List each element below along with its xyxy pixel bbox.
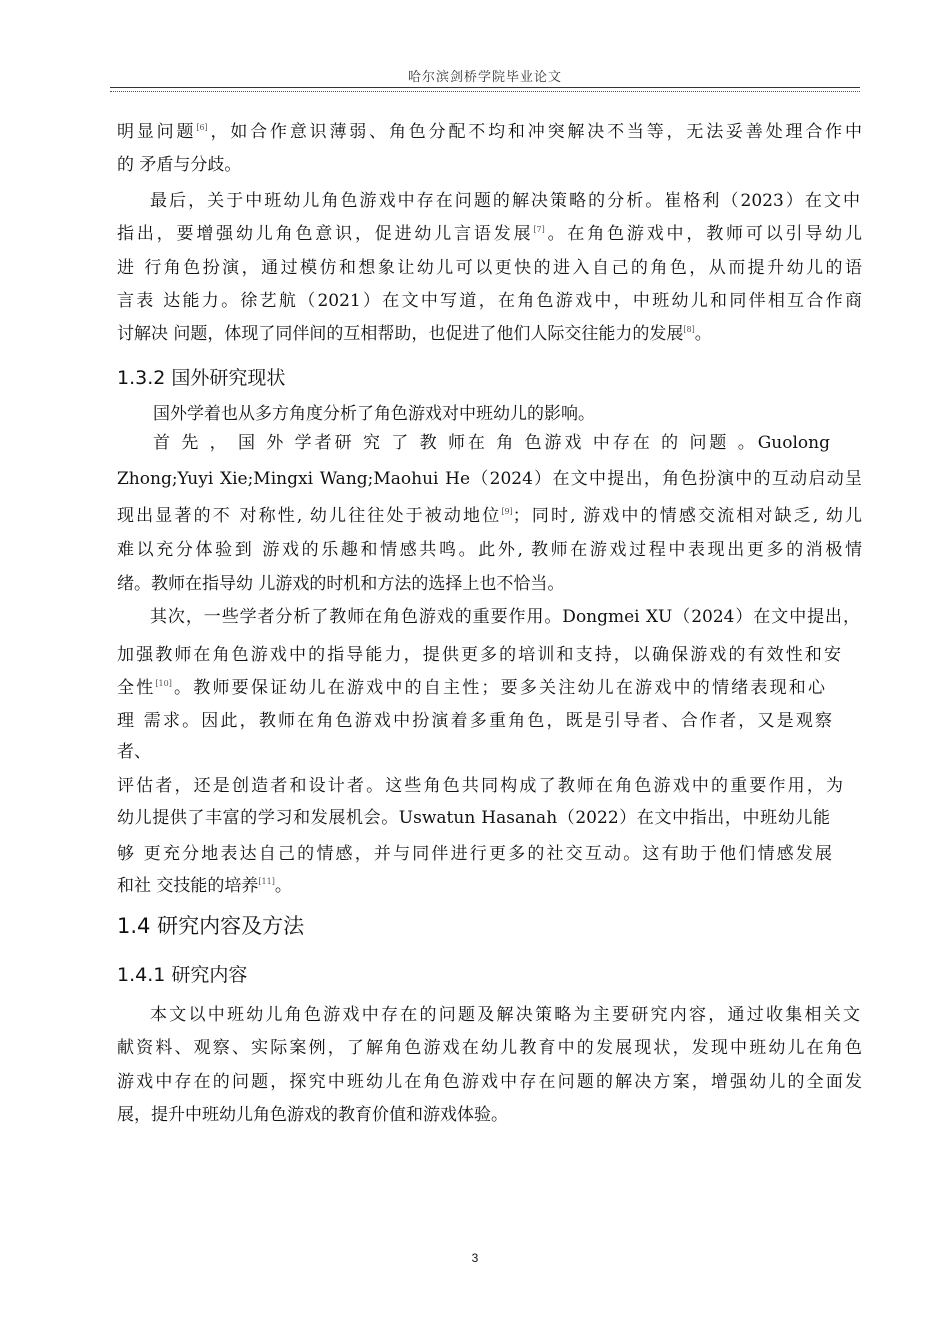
text-line: 首 先 ， 国 外 学者研 究 了 教 师在 角 色游戏 中存在 的 问题 。Guolong	[153, 433, 830, 453]
text-line: 游戏中存在的问题，探究中班幼儿在角色游戏中存在问题的解决方案，增强幼儿的全面发	[117, 1072, 862, 1092]
text-line: 加强教师在角色游戏中的指导能力，提供更多的培训和支持，以确保游戏的有效性和安	[117, 645, 841, 665]
text-line: 国外学着也从多方角度分析了角色游戏对中班幼儿的影响。	[153, 404, 595, 424]
text-line: 讨解决 问题，体现了同伴间的互相帮助，也促进了他们人际交往能力的发展[8]。	[117, 324, 712, 344]
text-line: 现出显著的不 对称性, 幼儿往往处于被动地位[9]；同时, 游戏中的情感交流相对缺乏, 幼儿	[117, 506, 862, 526]
section-heading-1-3-2: 1.3.2 国外研究现状	[117, 367, 286, 389]
text-line: 明显问题[6]，如合作意识薄弱、角色分配不均和冲突解决不当等，无法妥善处理合作中	[117, 122, 863, 142]
text-line: 展，提升中班幼儿角色游戏的教育价值和游戏体验。	[117, 1105, 508, 1125]
text-line: 最后，关于中班幼儿角色游戏中存在问题的解决策略的分析。崔格利（2023）在文中	[150, 191, 860, 211]
header-rule	[110, 87, 860, 88]
text-line: 理 需求。因此，教师在角色游戏中扮演着多重角色，既是引导者、合作者，又是观察	[117, 711, 832, 731]
citation-ref: [6]	[196, 123, 208, 132]
citation-ref: [11]	[258, 877, 275, 886]
citation-ref: [7]	[533, 225, 545, 234]
header-rule-dotted	[110, 91, 860, 92]
section-heading-1-4: 1.4 研究内容及方法	[117, 914, 305, 938]
text-line: 指出，要增强幼儿角色意识，促进幼儿言语发展[7]。在角色游戏中，教师可以引导幼儿	[117, 224, 863, 244]
text-line: 全性[10]。教师要保证幼儿在游戏中的自主性；要多关注幼儿在游戏中的情绪表现和心	[117, 678, 825, 698]
citation-ref: [8]	[683, 325, 695, 334]
text-line: 够 更充分地表达自己的情感，并与同伴进行更多的社交互动。这有助于他们情感发展	[117, 844, 832, 864]
citation-ref: [9]	[501, 507, 513, 516]
text-line: 言表 达能力。徐艺航（2021）在文中写道，在角色游戏中，中班幼儿和同伴相互合作商	[117, 291, 862, 311]
text-line: 者、	[117, 742, 151, 762]
page-number: 3	[471, 1251, 479, 1265]
citation-ref: [10]	[155, 679, 172, 688]
text-line: 幼儿提供了丰富的学习和发展机会。Uswatun Hasanah（2022）在文中指出，中班幼儿能	[117, 808, 830, 828]
section-heading-1-4-1: 1.4.1 研究内容	[117, 964, 248, 986]
text-line: 和社 交技能的培养[11]。	[117, 876, 292, 896]
text-line: Zhong;Yuyi Xie;Mingxi Wang;Maohui He（2024）在文中提出，角色扮演中的互动启动呈	[117, 469, 862, 489]
text-line: 本文以中班幼儿角色游戏中存在的问题及解决策略为主要研究内容，通过收集相关文	[150, 1005, 860, 1025]
text-line: 其次，一些学者分析了教师在角色游戏的重要作用。Dongmei XU（2024）在文中提出，	[150, 607, 860, 627]
text-line: 评估者，还是创造者和设计者。这些角色共同构成了教师在角色游戏中的重要作用，为	[117, 776, 843, 796]
text-line: 献资料、观察、实际案例，了解角色游戏在幼儿教育中的发展现状，发现中班幼儿在角色	[117, 1038, 862, 1058]
text-line: 难以充分体验到 游戏的乐趣和情感共鸣。此外, 教师在游戏过程中表现出更多的消极情	[117, 540, 862, 560]
running-header: 哈尔滨剑桥学院毕业论文	[407, 70, 562, 85]
text-line: 的 矛盾与分歧。	[117, 155, 242, 175]
text-line: 进 行角色扮演，通过模仿和想象让幼儿可以更快的进入自己的角色，从而提升幼儿的语	[117, 258, 862, 278]
text-line: 绪。教师在指导幼 儿游戏的时机和方法的选择上也不恰当。	[117, 574, 565, 594]
